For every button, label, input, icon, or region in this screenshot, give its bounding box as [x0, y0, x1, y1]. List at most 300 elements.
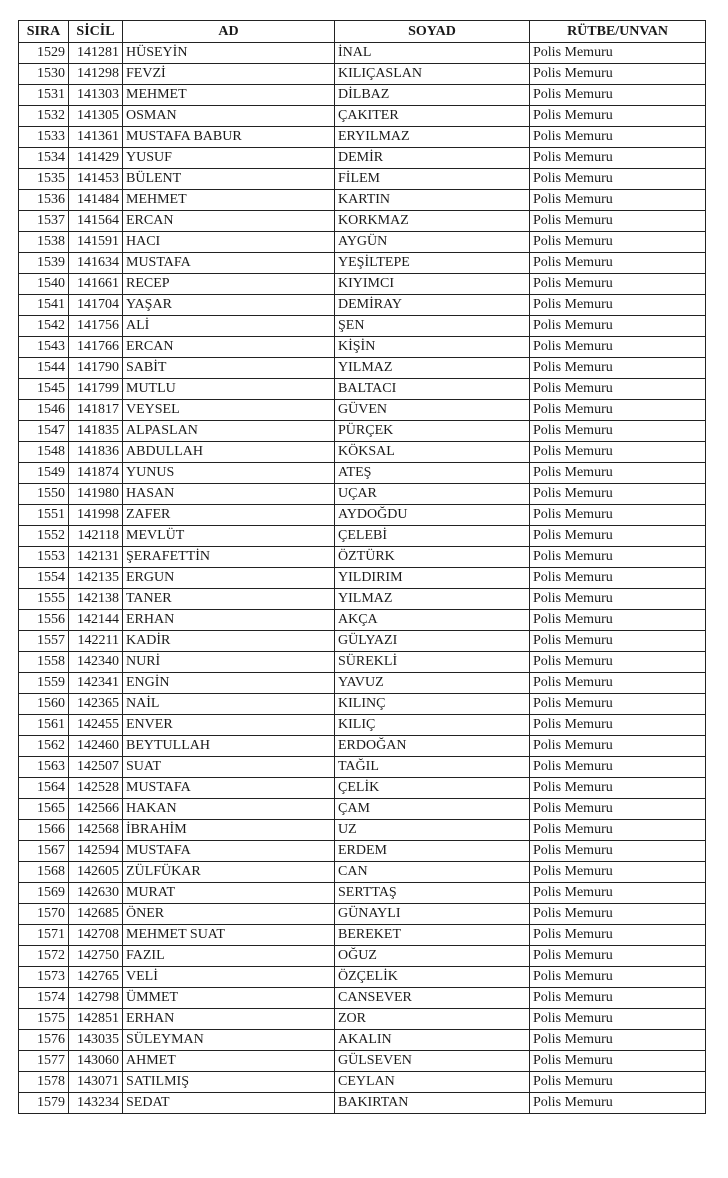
cell-ad: YUNUS: [123, 463, 335, 484]
cell-rutbe: Polis Memuru: [530, 631, 706, 652]
cell-rutbe: Polis Memuru: [530, 64, 706, 85]
cell-soyad: ÇELİK: [335, 778, 530, 799]
cell-rutbe: Polis Memuru: [530, 568, 706, 589]
header-sira: SIRA: [19, 21, 69, 43]
cell-sicil: 141298: [69, 64, 123, 85]
cell-sira: 1551: [19, 505, 69, 526]
cell-soyad: ATEŞ: [335, 463, 530, 484]
cell-sicil: 143234: [69, 1093, 123, 1114]
table-row: [19, 904, 706, 925]
cell-sicil: 141998: [69, 505, 123, 526]
cell-sicil: 141305: [69, 106, 123, 127]
cell-sira: 1575: [19, 1009, 69, 1030]
table-row: [19, 757, 706, 778]
cell-sicil: 142630: [69, 883, 123, 904]
cell-sira: 1542: [19, 316, 69, 337]
cell-sicil: 141429: [69, 148, 123, 169]
cell-ad: NAİL: [123, 694, 335, 715]
cell-sicil: 141799: [69, 379, 123, 400]
cell-ad: MUTLU: [123, 379, 335, 400]
header-row: [19, 21, 706, 43]
cell-sira: 1567: [19, 841, 69, 862]
table-row: [19, 232, 706, 253]
cell-ad: KADİR: [123, 631, 335, 652]
cell-ad: ERHAN: [123, 1009, 335, 1030]
table-row: [19, 106, 706, 127]
cell-rutbe: Polis Memuru: [530, 589, 706, 610]
cell-rutbe: Polis Memuru: [530, 337, 706, 358]
cell-sicil: 141484: [69, 190, 123, 211]
cell-soyad: CAN: [335, 862, 530, 883]
table-row: [19, 379, 706, 400]
cell-sicil: 142341: [69, 673, 123, 694]
cell-rutbe: Polis Memuru: [530, 484, 706, 505]
cell-soyad: ÇAKITER: [335, 106, 530, 127]
table-row: [19, 85, 706, 106]
table-row: [19, 316, 706, 337]
personnel-table: [18, 20, 706, 1114]
table-row: [19, 169, 706, 190]
cell-soyad: AKALIN: [335, 1030, 530, 1051]
cell-soyad: KILINÇ: [335, 694, 530, 715]
cell-ad: VEYSEL: [123, 400, 335, 421]
cell-soyad: ŞEN: [335, 316, 530, 337]
cell-sicil: 141766: [69, 337, 123, 358]
cell-sira: 1558: [19, 652, 69, 673]
cell-sicil: 141836: [69, 442, 123, 463]
cell-soyad: DEMİRAY: [335, 295, 530, 316]
cell-sira: 1566: [19, 820, 69, 841]
cell-sicil: 141453: [69, 169, 123, 190]
cell-rutbe: Polis Memuru: [530, 883, 706, 904]
cell-ad: MEHMET: [123, 190, 335, 211]
cell-soyad: DEMİR: [335, 148, 530, 169]
cell-rutbe: Polis Memuru: [530, 106, 706, 127]
cell-rutbe: Polis Memuru: [530, 211, 706, 232]
table-row: [19, 652, 706, 673]
cell-sicil: 142144: [69, 610, 123, 631]
cell-ad: MUSTAFA BABUR: [123, 127, 335, 148]
cell-sira: 1565: [19, 799, 69, 820]
cell-sira: 1548: [19, 442, 69, 463]
cell-rutbe: Polis Memuru: [530, 547, 706, 568]
cell-ad: RECEP: [123, 274, 335, 295]
cell-ad: SUAT: [123, 757, 335, 778]
cell-rutbe: Polis Memuru: [530, 505, 706, 526]
cell-soyad: KARTIN: [335, 190, 530, 211]
cell-sira: 1561: [19, 715, 69, 736]
cell-sicil: 142528: [69, 778, 123, 799]
table-row: [19, 148, 706, 169]
cell-sicil: 142340: [69, 652, 123, 673]
cell-soyad: AYDOĞDU: [335, 505, 530, 526]
table-row: [19, 778, 706, 799]
cell-rutbe: Polis Memuru: [530, 694, 706, 715]
cell-soyad: ERDEM: [335, 841, 530, 862]
table-row: [19, 463, 706, 484]
cell-sicil: 142566: [69, 799, 123, 820]
cell-sira: 1574: [19, 988, 69, 1009]
cell-ad: BEYTULLAH: [123, 736, 335, 757]
cell-sicil: 142798: [69, 988, 123, 1009]
cell-ad: TANER: [123, 589, 335, 610]
cell-rutbe: Polis Memuru: [530, 757, 706, 778]
cell-sira: 1573: [19, 967, 69, 988]
cell-sicil: 142605: [69, 862, 123, 883]
table-row: [19, 358, 706, 379]
cell-ad: ZAFER: [123, 505, 335, 526]
cell-soyad: UZ: [335, 820, 530, 841]
cell-ad: FAZIL: [123, 946, 335, 967]
cell-ad: YUSUF: [123, 148, 335, 169]
cell-sira: 1557: [19, 631, 69, 652]
cell-sira: 1550: [19, 484, 69, 505]
cell-sicil: 142118: [69, 526, 123, 547]
cell-sicil: 143071: [69, 1072, 123, 1093]
table-row: [19, 631, 706, 652]
cell-sira: 1547: [19, 421, 69, 442]
cell-ad: ALİ: [123, 316, 335, 337]
cell-soyad: KİŞİN: [335, 337, 530, 358]
cell-ad: ERGUN: [123, 568, 335, 589]
cell-sira: 1578: [19, 1072, 69, 1093]
table-row: [19, 673, 706, 694]
header-sicil: SİCİL: [69, 21, 123, 43]
cell-soyad: ERYILMAZ: [335, 127, 530, 148]
cell-rutbe: Polis Memuru: [530, 1093, 706, 1114]
cell-soyad: ÇELEBİ: [335, 526, 530, 547]
table-row: [19, 1030, 706, 1051]
cell-ad: İBRAHİM: [123, 820, 335, 841]
cell-ad: ÜMMET: [123, 988, 335, 1009]
cell-ad: BÜLENT: [123, 169, 335, 190]
cell-ad: MURAT: [123, 883, 335, 904]
cell-rutbe: Polis Memuru: [530, 967, 706, 988]
cell-sicil: 141817: [69, 400, 123, 421]
table-row: [19, 442, 706, 463]
cell-rutbe: Polis Memuru: [530, 190, 706, 211]
cell-ad: FEVZİ: [123, 64, 335, 85]
cell-sicil: 142211: [69, 631, 123, 652]
cell-rutbe: Polis Memuru: [530, 421, 706, 442]
table-row: [19, 862, 706, 883]
cell-sira: 1539: [19, 253, 69, 274]
cell-ad: ERCAN: [123, 337, 335, 358]
table-row: [19, 568, 706, 589]
cell-ad: MUSTAFA: [123, 778, 335, 799]
table-row: [19, 820, 706, 841]
cell-sicil: 142750: [69, 946, 123, 967]
cell-rutbe: Polis Memuru: [530, 799, 706, 820]
cell-sicil: 141704: [69, 295, 123, 316]
cell-rutbe: Polis Memuru: [530, 274, 706, 295]
cell-sira: 1554: [19, 568, 69, 589]
cell-sicil: 141835: [69, 421, 123, 442]
cell-ad: NURİ: [123, 652, 335, 673]
cell-rutbe: Polis Memuru: [530, 232, 706, 253]
cell-sira: 1556: [19, 610, 69, 631]
cell-rutbe: Polis Memuru: [530, 988, 706, 1009]
cell-rutbe: Polis Memuru: [530, 1030, 706, 1051]
cell-ad: ERCAN: [123, 211, 335, 232]
cell-sira: 1576: [19, 1030, 69, 1051]
cell-sira: 1532: [19, 106, 69, 127]
cell-rutbe: Polis Memuru: [530, 1009, 706, 1030]
cell-rutbe: Polis Memuru: [530, 652, 706, 673]
table-row: [19, 610, 706, 631]
cell-soyad: UÇAR: [335, 484, 530, 505]
table-row: [19, 484, 706, 505]
cell-soyad: KILIÇ: [335, 715, 530, 736]
cell-ad: HASAN: [123, 484, 335, 505]
table-row: [19, 715, 706, 736]
table-row: [19, 421, 706, 442]
cell-rutbe: Polis Memuru: [530, 316, 706, 337]
cell-ad: YAŞAR: [123, 295, 335, 316]
table-row: [19, 190, 706, 211]
cell-ad: ZÜLFÜKAR: [123, 862, 335, 883]
table-row: [19, 841, 706, 862]
cell-soyad: GÜLSEVEN: [335, 1051, 530, 1072]
cell-ad: MUSTAFA: [123, 253, 335, 274]
header-rutbe-unvan: RÜTBE/UNVAN: [530, 21, 706, 43]
cell-sira: 1559: [19, 673, 69, 694]
cell-rutbe: Polis Memuru: [530, 904, 706, 925]
cell-sicil: 142455: [69, 715, 123, 736]
cell-rutbe: Polis Memuru: [530, 43, 706, 64]
cell-soyad: ÖZÇELİK: [335, 967, 530, 988]
cell-soyad: AKÇA: [335, 610, 530, 631]
cell-ad: ALPASLAN: [123, 421, 335, 442]
cell-ad: ENGİN: [123, 673, 335, 694]
cell-soyad: ZOR: [335, 1009, 530, 1030]
cell-soyad: SERTTAŞ: [335, 883, 530, 904]
cell-soyad: YILMAZ: [335, 358, 530, 379]
table-row: [19, 1072, 706, 1093]
table-row: [19, 295, 706, 316]
table-row: [19, 526, 706, 547]
cell-sira: 1555: [19, 589, 69, 610]
cell-sicil: 142460: [69, 736, 123, 757]
cell-sicil: 141874: [69, 463, 123, 484]
cell-rutbe: Polis Memuru: [530, 400, 706, 421]
header-ad: AD: [123, 21, 335, 43]
table-row: [19, 925, 706, 946]
table-row: [19, 127, 706, 148]
cell-rutbe: Polis Memuru: [530, 778, 706, 799]
cell-ad: MUSTAFA: [123, 841, 335, 862]
cell-sira: 1563: [19, 757, 69, 778]
cell-soyad: OĞUZ: [335, 946, 530, 967]
table-row: [19, 589, 706, 610]
cell-sicil: 141281: [69, 43, 123, 64]
cell-sicil: 141591: [69, 232, 123, 253]
cell-soyad: CANSEVER: [335, 988, 530, 1009]
cell-rutbe: Polis Memuru: [530, 295, 706, 316]
cell-rutbe: Polis Memuru: [530, 736, 706, 757]
cell-sicil: 141303: [69, 85, 123, 106]
cell-soyad: GÜLYAZI: [335, 631, 530, 652]
cell-soyad: KÖKSAL: [335, 442, 530, 463]
cell-soyad: KILIÇASLAN: [335, 64, 530, 85]
cell-rutbe: Polis Memuru: [530, 820, 706, 841]
table-row: [19, 547, 706, 568]
cell-sicil: 141564: [69, 211, 123, 232]
cell-sicil: 142135: [69, 568, 123, 589]
cell-sira: 1572: [19, 946, 69, 967]
cell-rutbe: Polis Memuru: [530, 673, 706, 694]
cell-soyad: FİLEM: [335, 169, 530, 190]
table-row: [19, 1093, 706, 1114]
cell-rutbe: Polis Memuru: [530, 1072, 706, 1093]
cell-ad: ÖNER: [123, 904, 335, 925]
cell-soyad: KIYIMCI: [335, 274, 530, 295]
cell-rutbe: Polis Memuru: [530, 946, 706, 967]
cell-sira: 1553: [19, 547, 69, 568]
cell-sira: 1540: [19, 274, 69, 295]
cell-soyad: DİLBAZ: [335, 85, 530, 106]
cell-rutbe: Polis Memuru: [530, 925, 706, 946]
cell-sira: 1545: [19, 379, 69, 400]
cell-sira: 1529: [19, 43, 69, 64]
cell-ad: ABDULLAH: [123, 442, 335, 463]
cell-ad: SABİT: [123, 358, 335, 379]
cell-sira: 1564: [19, 778, 69, 799]
table-row: [19, 274, 706, 295]
cell-sicil: 142131: [69, 547, 123, 568]
cell-ad: MEHMET: [123, 85, 335, 106]
cell-rutbe: Polis Memuru: [530, 358, 706, 379]
cell-soyad: AYGÜN: [335, 232, 530, 253]
cell-sicil: 141661: [69, 274, 123, 295]
cell-sira: 1571: [19, 925, 69, 946]
cell-sira: 1562: [19, 736, 69, 757]
cell-sira: 1570: [19, 904, 69, 925]
cell-rutbe: Polis Memuru: [530, 169, 706, 190]
cell-ad: ERHAN: [123, 610, 335, 631]
table-row: [19, 43, 706, 64]
cell-sicil: 142851: [69, 1009, 123, 1030]
cell-rutbe: Polis Memuru: [530, 1051, 706, 1072]
cell-soyad: ERDOĞAN: [335, 736, 530, 757]
cell-soyad: BAKIRTAN: [335, 1093, 530, 1114]
cell-sira: 1538: [19, 232, 69, 253]
cell-soyad: BALTACI: [335, 379, 530, 400]
cell-sicil: 141634: [69, 253, 123, 274]
table-row: [19, 1009, 706, 1030]
table-row: [19, 253, 706, 274]
cell-sira: 1537: [19, 211, 69, 232]
cell-ad: SEDAT: [123, 1093, 335, 1114]
cell-soyad: BEREKET: [335, 925, 530, 946]
cell-soyad: İNAL: [335, 43, 530, 64]
table-row: [19, 64, 706, 85]
cell-sira: 1543: [19, 337, 69, 358]
cell-sira: 1533: [19, 127, 69, 148]
cell-soyad: KORKMAZ: [335, 211, 530, 232]
cell-soyad: YILDIRIM: [335, 568, 530, 589]
cell-rutbe: Polis Memuru: [530, 715, 706, 736]
table-row: [19, 400, 706, 421]
cell-sira: 1552: [19, 526, 69, 547]
table-row: [19, 988, 706, 1009]
cell-ad: AHMET: [123, 1051, 335, 1072]
cell-sicil: 142365: [69, 694, 123, 715]
cell-soyad: CEYLAN: [335, 1072, 530, 1093]
cell-soyad: SÜREKLİ: [335, 652, 530, 673]
cell-rutbe: Polis Memuru: [530, 85, 706, 106]
cell-sicil: 142568: [69, 820, 123, 841]
cell-sira: 1530: [19, 64, 69, 85]
table-row: [19, 211, 706, 232]
cell-sira: 1560: [19, 694, 69, 715]
cell-rutbe: Polis Memuru: [530, 862, 706, 883]
cell-rutbe: Polis Memuru: [530, 379, 706, 400]
cell-sira: 1534: [19, 148, 69, 169]
cell-soyad: ÇAM: [335, 799, 530, 820]
cell-sicil: 142594: [69, 841, 123, 862]
table-row: [19, 799, 706, 820]
cell-sira: 1544: [19, 358, 69, 379]
cell-sira: 1546: [19, 400, 69, 421]
cell-sira: 1549: [19, 463, 69, 484]
cell-ad: MEVLÜT: [123, 526, 335, 547]
cell-sicil: 141980: [69, 484, 123, 505]
table-row: [19, 736, 706, 757]
cell-rutbe: Polis Memuru: [530, 610, 706, 631]
cell-rutbe: Polis Memuru: [530, 526, 706, 547]
cell-rutbe: Polis Memuru: [530, 442, 706, 463]
cell-sicil: 141756: [69, 316, 123, 337]
cell-soyad: GÜVEN: [335, 400, 530, 421]
cell-sicil: 141361: [69, 127, 123, 148]
cell-sira: 1577: [19, 1051, 69, 1072]
header-soyad: SOYAD: [335, 21, 530, 43]
cell-ad: VELİ: [123, 967, 335, 988]
cell-ad: ENVER: [123, 715, 335, 736]
cell-ad: HACI: [123, 232, 335, 253]
table-row: [19, 1051, 706, 1072]
table-row: [19, 337, 706, 358]
cell-sicil: 143060: [69, 1051, 123, 1072]
cell-ad: SÜLEYMAN: [123, 1030, 335, 1051]
cell-ad: ŞERAFETTİN: [123, 547, 335, 568]
cell-ad: MEHMET SUAT: [123, 925, 335, 946]
cell-ad: SATILMIŞ: [123, 1072, 335, 1093]
cell-rutbe: Polis Memuru: [530, 841, 706, 862]
table-body: [19, 43, 706, 1114]
cell-sicil: 142138: [69, 589, 123, 610]
table-row: [19, 967, 706, 988]
cell-soyad: YAVUZ: [335, 673, 530, 694]
cell-rutbe: Polis Memuru: [530, 127, 706, 148]
cell-rutbe: Polis Memuru: [530, 148, 706, 169]
cell-soyad: TAĞIL: [335, 757, 530, 778]
table-row: [19, 946, 706, 967]
cell-sicil: 142685: [69, 904, 123, 925]
cell-soyad: GÜNAYLI: [335, 904, 530, 925]
cell-sicil: 141790: [69, 358, 123, 379]
table-row: [19, 883, 706, 904]
cell-soyad: YEŞİLTEPE: [335, 253, 530, 274]
table-row: [19, 505, 706, 526]
cell-ad: HAKAN: [123, 799, 335, 820]
cell-ad: OSMAN: [123, 106, 335, 127]
cell-sicil: 143035: [69, 1030, 123, 1051]
cell-sira: 1535: [19, 169, 69, 190]
cell-soyad: YILMAZ: [335, 589, 530, 610]
cell-sira: 1536: [19, 190, 69, 211]
